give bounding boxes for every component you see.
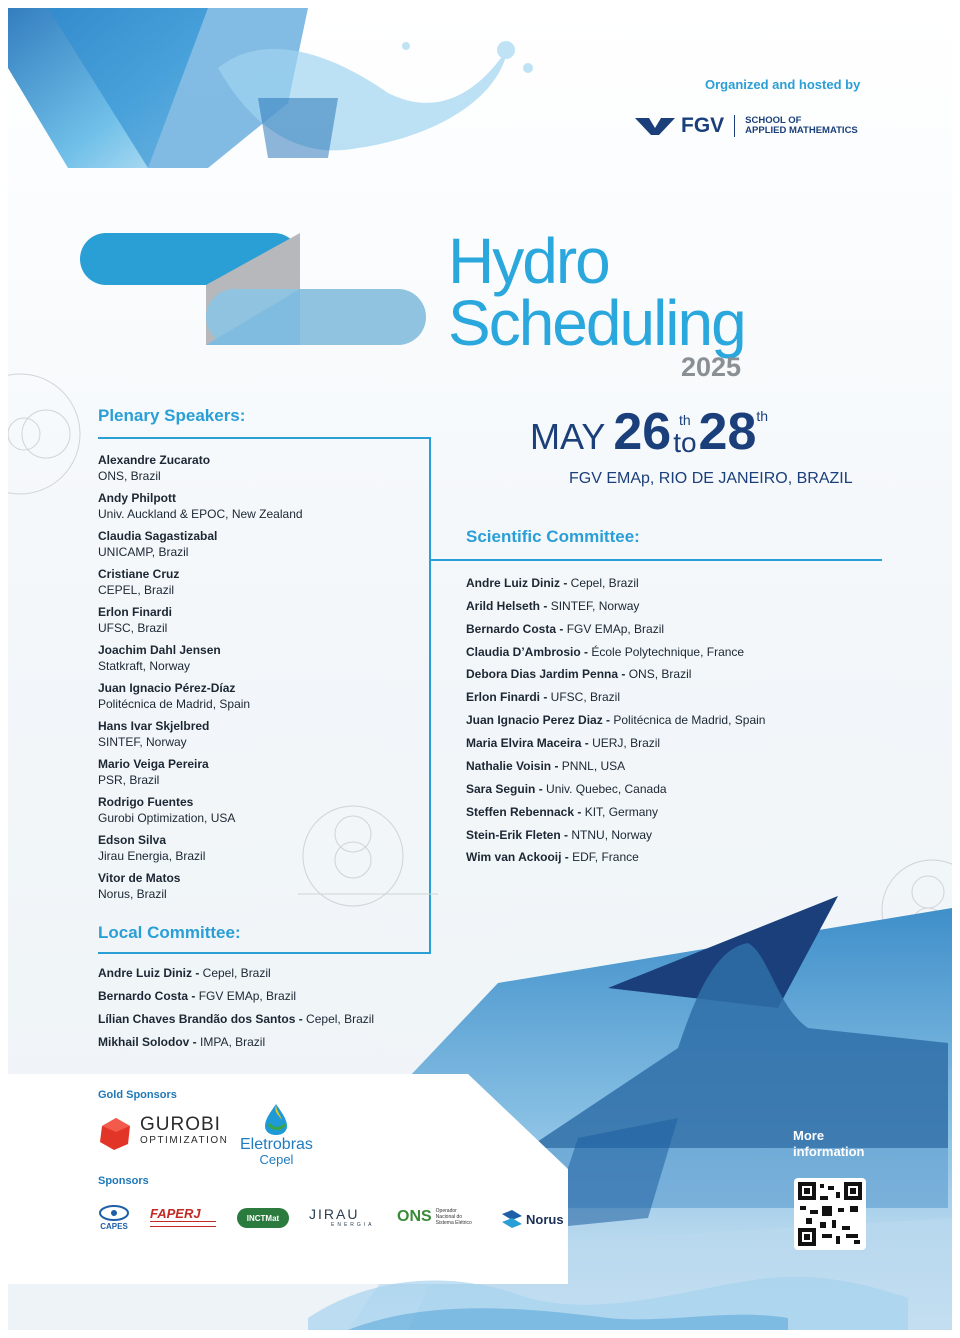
member-name: Steffen Rebennack - [466, 805, 582, 819]
speaker-affiliation: Jirau Energia, Brazil [98, 848, 206, 863]
member-affiliation: FGV EMAp, Brazil [195, 989, 297, 1003]
scientific-member [466, 736, 660, 750]
speaker-affiliation: PSR, Brazil [98, 772, 160, 787]
scientific-member [466, 805, 658, 819]
member-name: Arild Helseth - [466, 599, 548, 613]
local-member [98, 989, 296, 1003]
bottom-water-splash [308, 1258, 908, 1330]
member-name: Claudia D’Ambrosio - [466, 645, 589, 659]
scientific-member [466, 828, 652, 842]
poster [8, 8, 952, 1330]
qr-code-icon [798, 1182, 862, 1246]
gold-sponsors-label: Gold Sponsors [98, 1089, 177, 1101]
gurobi-name: GUROBI [140, 1114, 221, 1135]
speaker-affiliation: Statkraft, Norway [98, 658, 191, 673]
more-info-line-2: information [793, 1144, 865, 1159]
plenary-speaker [98, 719, 209, 750]
date-end-suffix: th [756, 408, 769, 424]
member-affiliation: UERJ, Brazil [588, 736, 661, 750]
title-line-1: Hydro [448, 225, 609, 297]
gurobi-logo [98, 1116, 228, 1150]
member-name: Mikhail Solodov - [98, 1035, 197, 1049]
scientific-member [466, 850, 639, 864]
event-year: 2025 [681, 352, 742, 382]
member-affiliation: EDF, France [568, 850, 639, 864]
scientific-member [466, 645, 744, 659]
speaker-affiliation: SINTEF, Norway [98, 734, 187, 749]
member-name: Wim van Ackooij - [466, 850, 569, 864]
scientific-member [466, 599, 639, 613]
speaker-name: Hans Ivar Skjelbred [98, 719, 210, 733]
speaker-name: Andy Philpott [98, 491, 176, 505]
scientific-member [466, 690, 620, 704]
eletrobras-sub: Cepel [259, 1152, 294, 1167]
member-name: Bernardo Costa - [98, 989, 196, 1003]
gurobi-sub: OPTIMIZATION [140, 1135, 229, 1146]
plenary-speaker [98, 453, 210, 484]
speaker-name: Cristiane Cruz [98, 567, 180, 581]
plenary-speaker [98, 871, 180, 902]
event-title [448, 225, 745, 359]
member-name: Lílian Chaves Brandão dos Santos - [98, 1012, 303, 1026]
member-affiliation: Cepel, Brazil [199, 966, 271, 980]
member-affiliation: FGV EMAp, Brazil [563, 622, 665, 636]
member-affiliation: Cepel, Brazil [567, 576, 639, 590]
speaker-name: Alexandre Zucarato [98, 453, 211, 467]
speaker-affiliation: UNICAMP, Brazil [98, 544, 189, 559]
event-logo-shapes [80, 233, 440, 353]
plenary-speaker [98, 491, 303, 522]
circle-decoration-left [8, 368, 88, 508]
event-date [530, 403, 769, 461]
member-affiliation: ONS, Brazil [625, 667, 692, 681]
plenary-title: Plenary Speakers: [98, 406, 246, 425]
capes-logo: CAPES [98, 1204, 130, 1231]
member-affiliation: Univ. Quebec, Canada [542, 782, 667, 796]
scientific-member [466, 782, 667, 796]
plenary-speaker [98, 795, 235, 826]
school-line-1: SCHOOL OF [745, 115, 802, 126]
speaker-affiliation: CEPEL, Brazil [98, 582, 175, 597]
member-affiliation: NTNU, Norway [568, 828, 653, 842]
scientific-member [466, 576, 639, 590]
member-name: Erlon Finardi - [466, 690, 548, 704]
speaker-name: Juan Ignacio Pérez-Díaz [98, 681, 236, 695]
member-name: Debora Dias Jardim Penna - [466, 667, 626, 681]
member-affiliation: PNNL, USA [558, 759, 626, 773]
norus-mark-icon [502, 1210, 522, 1228]
local-member [98, 1035, 265, 1049]
speaker-name: Rodrigo Fuentes [98, 795, 194, 809]
organized-by-label: Organized and hosted by [705, 77, 861, 92]
speaker-name: Edson Silva [98, 833, 167, 847]
member-name: Maria Elvira Maceira - [466, 736, 589, 750]
speaker-name: Erlon Finardi [98, 605, 173, 619]
member-name: Nathalie Voisin - [466, 759, 559, 773]
local-member [98, 1012, 374, 1026]
member-affiliation: SINTEF, Norway [547, 599, 640, 613]
water-splash-graphic [8, 8, 568, 218]
local-member [98, 966, 271, 980]
member-affiliation: UFSC, Brazil [547, 690, 621, 704]
local-divider [98, 952, 431, 954]
scientific-member [466, 759, 625, 773]
event-venue: FGV EMAp, RIO DE JANEIRO, BRAZIL [569, 470, 853, 487]
fgv-logo [635, 114, 858, 138]
member-name: Juan Ignacio Perez Diaz - [466, 713, 611, 727]
scientific-member [466, 622, 664, 636]
plenary-speaker [98, 529, 217, 560]
date-to: to [673, 427, 697, 458]
qr-code[interactable] [794, 1178, 866, 1250]
member-name: Bernardo Costa - [466, 622, 564, 636]
plenary-speaker [98, 567, 179, 598]
more-info-label [793, 1128, 865, 1160]
fgv-mark-icon [635, 116, 675, 136]
member-name: Andre Luiz Diniz - [98, 966, 200, 980]
member-name: Sara Seguin - [466, 782, 543, 796]
speaker-affiliation: Politécnica de Madrid, Spain [98, 696, 251, 711]
scientific-member [466, 713, 765, 727]
speaker-name: Claudia Sagastizabal [98, 529, 218, 543]
faperj-logo: FAPERJ [150, 1206, 216, 1227]
capes-eye-icon [98, 1204, 130, 1222]
title-line-2: Scheduling [448, 287, 745, 359]
date-end: 28 [698, 403, 757, 461]
plenary-speaker [98, 605, 172, 636]
date-month: MAY [530, 416, 606, 457]
eletrobras-logo [240, 1102, 313, 1167]
speaker-affiliation: UFSC, Brazil [98, 620, 168, 635]
inctmat-logo: INCTMat [237, 1208, 289, 1228]
scientific-title: Scientific Committee: [466, 527, 640, 546]
jirau-logo: JIRAU ENERGIA [309, 1206, 375, 1228]
local-title: Local Committee: [98, 923, 241, 942]
member-name: Andre Luiz Diniz - [466, 576, 568, 590]
eletrobras-drop-icon [261, 1102, 291, 1136]
fgv-text: FGV [681, 114, 725, 137]
norus-logo: Norus [502, 1210, 564, 1228]
speaker-name: Joachim Dahl Jensen [98, 643, 221, 657]
date-start-suffix: th [679, 412, 691, 428]
speaker-affiliation: Norus, Brazil [98, 886, 167, 901]
plenary-speaker [98, 643, 221, 674]
sponsors-label: Sponsors [98, 1175, 149, 1187]
ons-logo: ONS Operador Nacional do Sistema Elétrico [397, 1208, 472, 1226]
scientific-member [466, 667, 691, 681]
member-affiliation: Cepel, Brazil [302, 1012, 375, 1026]
member-affiliation: IMPA, Brazil [196, 1035, 266, 1049]
scientific-divider [430, 559, 882, 561]
plenary-speaker [98, 681, 250, 712]
plenary-speaker [98, 833, 205, 864]
speaker-affiliation: ONS, Brazil [98, 468, 161, 483]
speaker-affiliation: Gurobi Optimization, USA [98, 810, 236, 825]
speaker-affiliation: Univ. Auckland & EPOC, New Zealand [98, 506, 303, 521]
speaker-name: Vitor de Matos [98, 871, 181, 885]
member-name: Stein-Erik Fleten - [466, 828, 569, 842]
member-affiliation: KIT, Germany [581, 805, 659, 819]
school-line-2: APPLIED MATHEMATICS [745, 125, 858, 136]
speaker-name: Mario Veiga Pereira [98, 757, 209, 771]
plenary-divider [98, 437, 430, 439]
member-affiliation: École Polytechnique, France [588, 645, 745, 659]
date-start: 26 [613, 403, 672, 461]
member-affiliation: Politécnica de Madrid, Spain [610, 713, 766, 727]
more-info-line-1: More [793, 1128, 825, 1143]
plenary-speaker [98, 757, 209, 788]
gurobi-cube-icon [98, 1116, 132, 1150]
eletrobras-name: Eletrobras [240, 1136, 313, 1153]
